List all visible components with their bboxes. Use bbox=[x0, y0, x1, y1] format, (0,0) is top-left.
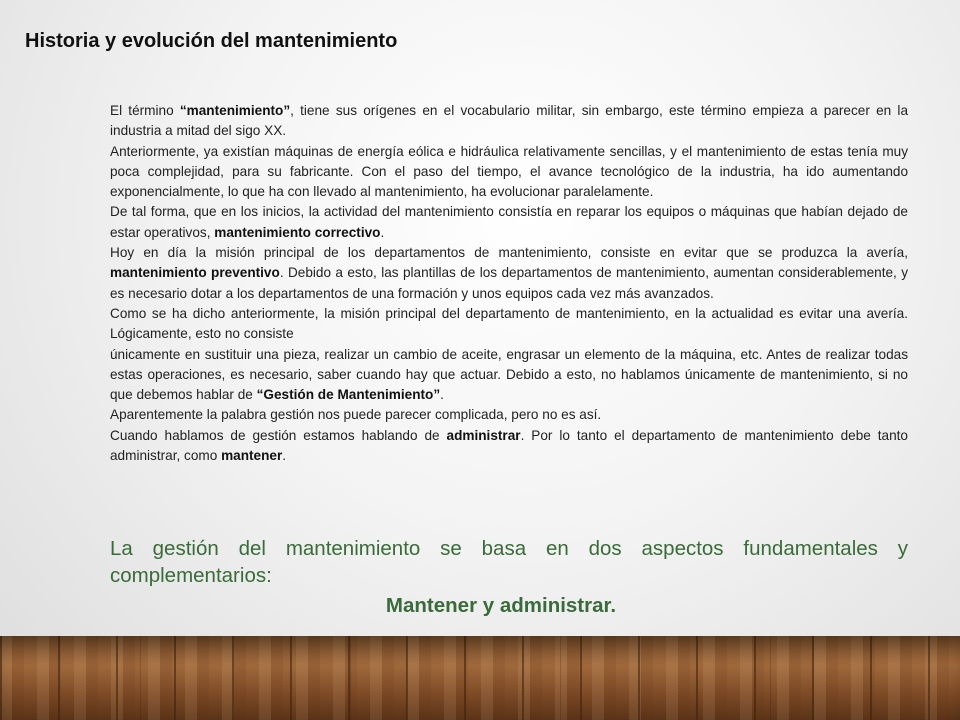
p4-term: mantenimiento preventivo bbox=[110, 265, 280, 281]
wood-floor-seams bbox=[0, 636, 960, 720]
paragraph-7: Aparentemente la palabra gestión nos puede parecer complicada, pero no es así. bbox=[110, 407, 602, 423]
p8-pre: Cuando hablamos de gestión estamos hablando de bbox=[110, 427, 447, 443]
p3-pre: De tal forma, que en los inicios, la actividad del mantenimiento consistía en reparar los equipos o máquinas que habían dejado de estar operativos, bbox=[110, 204, 908, 240]
p4-post: . Debido a esto, las plantillas de los departamentos de mantenimiento, aumentan considerablemente, y es necesario dotar a los departamentos de una formación y unos equipos cada vez más avanzados. bbox=[110, 265, 908, 301]
paragraph-6 bbox=[110, 345, 908, 406]
p1-pre: El término bbox=[110, 103, 180, 118]
p8-mid: . Por lo tanto el departamento de mantenimiento debe tanto administrar, como bbox=[110, 427, 908, 464]
p8-post: . bbox=[282, 448, 287, 464]
p3-term: mantenimiento correctivo bbox=[214, 224, 381, 240]
p6-term: “Gestión de Mantenimiento” bbox=[256, 387, 441, 403]
highlight-conclusion: Mantener y administrar. bbox=[385, 594, 617, 617]
p4-pre: Hoy en día la misión principal de los departamentos de mantenimiento, consiste en evitar que se produzca la avería, bbox=[110, 245, 908, 261]
slide-title: Historia y evolución del mantenimiento bbox=[25, 30, 398, 52]
p6-post: . bbox=[440, 387, 444, 403]
paragraph-8 bbox=[110, 426, 908, 467]
paragraph-2: Anteriormente, ya existían máquinas de energía eólica e hidráulica relativamente sencillas, y el mantenimiento de estas tenía muy poca complejidad, para su fabricante. Con el paso del tiempo, el avance tecnológico de la industria, ha ido aumentando exponencialmente, lo que ha con llevado al mantenimiento, ha evolucionar paralelamente. bbox=[110, 143, 908, 200]
paragraph-1 bbox=[110, 101, 908, 142]
paragraph-3 bbox=[110, 202, 908, 243]
p8-term-2: mantener bbox=[221, 448, 283, 464]
p3-post: . bbox=[380, 224, 385, 240]
highlight-statement: La gestión del mantenimiento se basa en dos aspectos fundamentales y complementarios: bbox=[110, 537, 908, 587]
paragraph-4 bbox=[110, 243, 908, 304]
p8-term-1: administrar bbox=[446, 427, 521, 443]
p1-term: “mantenimiento” bbox=[179, 103, 291, 118]
body-text bbox=[110, 101, 908, 466]
p1-post: , tiene sus orígenes en el vocabulario militar, sin embargo, este término empieza a parecer en la industria a mitad del sigo XX. bbox=[110, 103, 909, 139]
p6-pre: únicamente en sustituir una pieza, realizar un cambio de aceite, engrasar un elemento de la máquina, etc. Antes de realizar todas estas operaciones, es necesario, saber cuando hay que actuar. Debido a esto, no hablamos únicamente de mantenimiento, si no que debemos hablar de bbox=[110, 346, 908, 403]
paragraph-5: Como se ha dicho anteriormente, la misión principal del departamento de mantenimiento, en la actualidad es evitar una avería. Lógicamente, esto no consiste bbox=[110, 305, 908, 342]
